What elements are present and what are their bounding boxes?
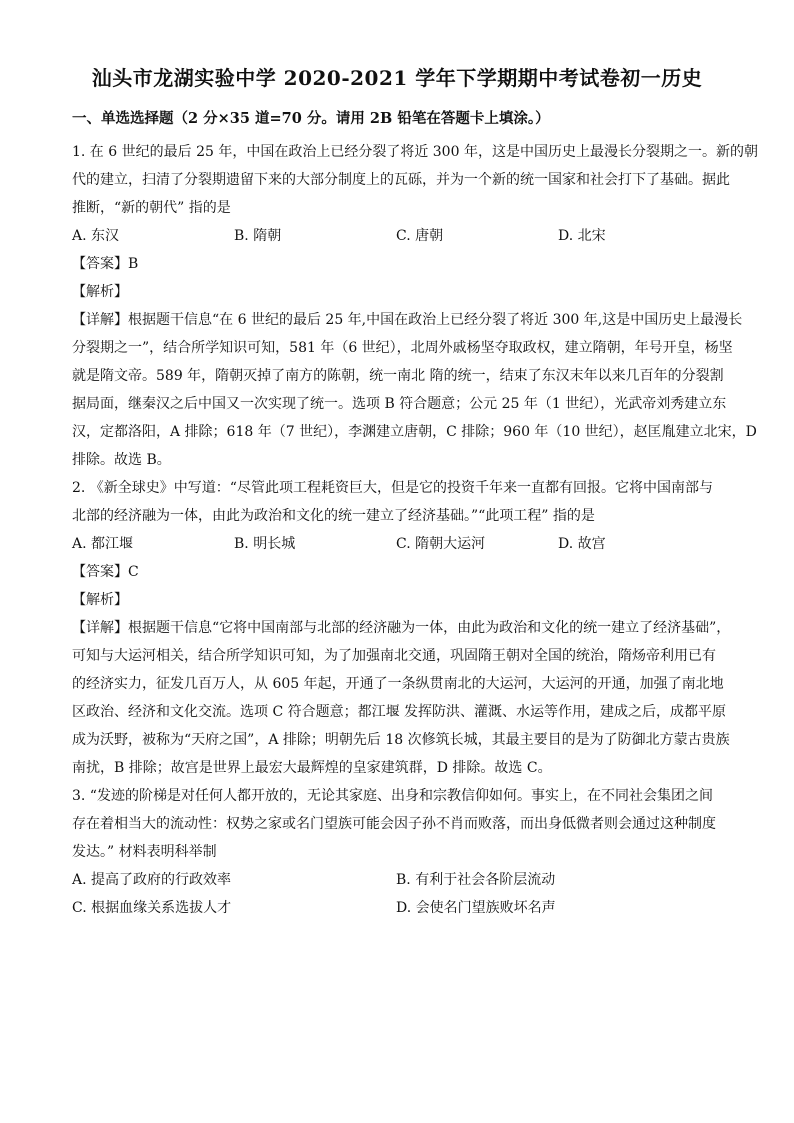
- question-stem-line: 1. 在 6 世纪的最后 25 年，中国在政治上已经分裂了将近 300 年，这是中国历史上最漫长分裂期之一。新的朝: [72, 144, 758, 160]
- question-stem-line: 北部的经济融为一体，由此为政治和文化的统一建立了经济基础。”“此项工程” 指的是: [72, 508, 595, 524]
- questions-body: [72, 138, 758, 922]
- page-title: 汕头市龙湖实验中学 2020-2021 学年下学期期中考试卷初一历史: [91, 66, 703, 90]
- detail-line: 南扰，B 排除；故宫是世界上最宏大最辉煌的皇家建筑群，D 排除。故选 C。: [72, 760, 552, 776]
- detail-line: 汉，定都洛阳，A 排除；618 年（7 世纪），李渊建立唐朝，C 排除；960 年（10 世纪），赵匡胤建立北宋，D: [72, 424, 757, 440]
- option-d: D. 故宫: [558, 536, 606, 552]
- option-a: A. 东汉: [72, 228, 120, 244]
- option-c: C. 根据血缘关系选拔人才: [72, 900, 232, 916]
- detail-line: 据局面，继秦汉之后中国又一次实现了统一。选项 B 符合题意；公元 25 年（1 世纪），光武帝刘秀建立东: [72, 396, 727, 412]
- detail-line: 的经济实力，征发几百万人，从 605 年起，开通了一条纵贯南北的大运河，大运河的开通，加强了南北地: [72, 676, 724, 692]
- question-stem-line: 推断，“新的朝代” 指的是: [72, 200, 231, 216]
- detail-line: 成为沃野，被称为“天府之国”，A 排除；明朝先后 18 次修筑长城，其最主要目的是为了防御北方蒙古贵族: [72, 732, 730, 748]
- options-row: [72, 530, 732, 558]
- option-a: A. 提高了政府的行政效率: [72, 872, 232, 888]
- option-b: B. 明长城: [234, 536, 296, 552]
- question-stem-line: 存在着相当大的流动性：权势之家或名门望族可能会因子孙不肖而败落，而出身低微者则会通过这种制度: [72, 816, 716, 832]
- analysis-label: 【解析】: [72, 284, 128, 300]
- question-1: [72, 138, 758, 474]
- question-2: [72, 474, 732, 782]
- options-row: [72, 866, 732, 894]
- analysis-label: 【解析】: [72, 592, 128, 608]
- options-row: [72, 222, 732, 250]
- option-d: D. 会使名门望族败坏名声: [396, 900, 556, 916]
- question-stem-line: 代的建立，扫清了分裂期遗留下来的大部分制度上的瓦砾，并为一个新的统一国家和社会打下了基础。据此: [72, 172, 730, 188]
- option-c: C. 唐朝: [396, 228, 444, 244]
- detail-line: 【详解】根据题干信息“在 6 世纪的最后 25 年,中国在政治上已经分裂了将近 300 年,这是中国历史上最漫长: [72, 312, 743, 328]
- section-heading: 一、单选选择题（2 分×35 道=70 分。请用 2B 铅笔在答题卡上填涂。）: [72, 110, 550, 127]
- detail-line: 排除。故选 B。: [72, 452, 171, 468]
- option-b: B. 隋朝: [234, 228, 282, 244]
- detail-line: 分裂期之一”，结合所学知识可知，581 年（6 世纪），北周外戚杨坚夺取政权，建立隋朝，年号开皇，杨坚: [72, 340, 733, 356]
- option-a: A. 都江堰: [72, 536, 134, 552]
- question-stem-line: 发达。” 材料表明科举制: [72, 844, 217, 860]
- detail-line: 【详解】根据题干信息“它将中国南部与北部的经济融为一体，由此为政治和文化的统一建立了经济基础”，: [72, 620, 731, 636]
- answer-label: 【答案】C: [72, 564, 139, 580]
- question-3: [72, 782, 732, 922]
- detail-line: 区政治、经济和文化交流。选项 C 符合题意；都江堰 发挥防洪、灌溉、水运等作用，建成之后，成都平原: [72, 704, 727, 720]
- option-b: B. 有利于社会各阶层流动: [396, 872, 556, 888]
- detail-line: 就是隋文帝。589 年，隋朝灭掉了南方的陈朝，统一南北 隋的统一，结束了东汉末年以来几百年的分裂割: [72, 368, 724, 384]
- option-d: D. 北宋: [558, 228, 606, 244]
- question-stem-line: 2. 《新全球史》中写道：“尽管此项工程耗资巨大，但是它的投资千年来一直都有回报。它将中国南部与: [72, 480, 713, 496]
- options-row: [72, 894, 732, 922]
- question-stem-line: 3. “发迹的阶梯是对任何人都开放的，无论其家庭、出身和宗教信仰如何。事实上，在不同社会集团之间: [72, 788, 713, 804]
- detail-line: 可知与大运河相关，结合所学知识可知，为了加强南北交通，巩固隋王朝对全国的统治，隋炀帝利用已有: [72, 648, 716, 664]
- answer-label: 【答案】B: [72, 256, 139, 272]
- option-c: C. 隋朝大运河: [396, 536, 486, 552]
